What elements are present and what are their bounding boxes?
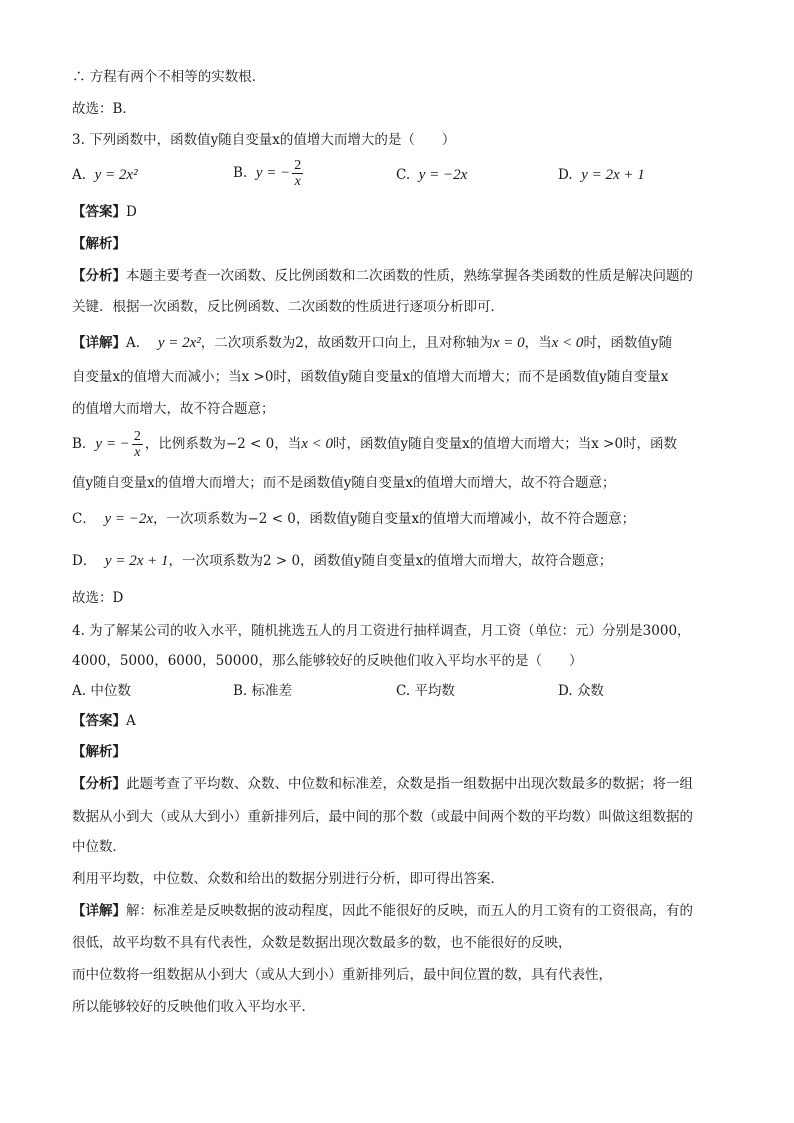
q3-detail-a-line2: 自变量x的值增大而减小；当x >0时，函数值y随自变量x的值增大而增大；而不是函数值y随自变量x	[72, 369, 669, 385]
q3-detail-d	[72, 552, 612, 570]
q3-detail-c	[72, 510, 635, 528]
option-letter: B.	[233, 683, 248, 699]
detail-d-prefix: D．	[72, 553, 97, 569]
q4-answer	[72, 712, 136, 730]
fraction-denominator: x	[294, 174, 301, 189]
option-letter: D.	[558, 167, 573, 183]
detail-c-expr: y = −2x	[104, 511, 153, 527]
detail-a-cond: x < 0	[551, 335, 584, 351]
q3-stem: 3. 下列函数中，函数值y随自变量x的值增大而增大的是（ ）	[72, 132, 456, 148]
q3-option-a	[72, 166, 138, 184]
q4-option-c	[396, 682, 455, 700]
fraction-numerator: 2	[294, 158, 302, 173]
q3-analysis-label	[72, 235, 126, 253]
option-letter: D.	[558, 683, 573, 699]
fenxi-text: 本题主要考查一次函数、反比例函数和二次函数的性质，熟练掌握各类函数的性质是解决问题的	[126, 268, 693, 284]
answer-value: A	[126, 713, 136, 729]
detail-b-expr: y = −	[95, 436, 130, 452]
detail-b-prefix: B．	[72, 436, 96, 452]
detail-c-text: ，一次项系数为−2 < 0，函数值y随自变量x的值增大而增减小，故不符合题意；	[153, 511, 636, 527]
q4-detail-line4: 所以能够较好的反映他们收入平均水平．	[72, 999, 315, 1015]
fraction-numerator: 2	[133, 429, 141, 444]
q4-fenxi-line3: 中位数．	[72, 839, 126, 855]
option-expression: y = 2x²	[94, 167, 138, 183]
option-letter: A.	[72, 683, 87, 699]
option-expression: y = −2x	[418, 167, 468, 183]
q4-option-d	[558, 682, 604, 700]
detail-label: 【详解】	[72, 903, 126, 919]
option-letter: C.	[396, 167, 411, 183]
option-expression: y = −	[255, 165, 291, 181]
q4-fenxi-line2: 数据从小到大（或从大到小）重新排列后，最中间的那个数（或最中间两个数的平均数）叫做这组数据的	[72, 809, 693, 825]
detail-d-expr: y = 2x + 1	[104, 553, 169, 569]
detail-c-prefix: C．	[72, 511, 96, 527]
q4-stem-line2: 4000，5000，6000，50000，那么能够较好的反映他们收入平均水平的是（ ）	[72, 653, 583, 669]
detail-b-text: ，比例系数为−2 < 0，当	[144, 436, 302, 452]
q3-answer	[72, 203, 137, 221]
detail-a-prefix: A．	[126, 335, 150, 351]
q3-fenxi-line2: 关键．根据一次函数，反比例函数、二次函数的性质进行逐项分析即可．	[72, 299, 504, 315]
option-letter: B.	[233, 165, 248, 181]
q4-option-a	[72, 682, 131, 700]
detail-label: 【详解】	[72, 335, 126, 351]
q4-analysis-label	[72, 743, 126, 761]
detail-a-expr: y = 2x²	[157, 335, 201, 351]
q3-option-b	[233, 158, 305, 189]
q4-detail-line3: 而中位数将一组数据从小到大（或从大到小）重新排列后，最中间位置的数，具有代表性，	[72, 967, 612, 983]
option-letter: A.	[72, 167, 87, 183]
q4-fenxi-line1	[72, 775, 693, 793]
option-text: 中位数	[90, 683, 131, 699]
fraction-denominator: x	[134, 445, 141, 460]
answer-label: 【答案】	[72, 713, 126, 729]
answer-label: 【答案】	[72, 204, 126, 220]
option-letter: C.	[396, 683, 411, 699]
detail-a-end: 时，函数值y随	[583, 335, 673, 351]
q3-detail-b-line2: 值y随自变量x的值增大而增大；而不是函数值y随自变量x的值增大而增大，故不符合题意；	[72, 475, 616, 491]
fraction	[132, 429, 143, 460]
q2-choice: 故选：B．	[72, 101, 136, 117]
option-text: 标准差	[251, 683, 293, 699]
q3-option-d	[558, 166, 645, 184]
q4-fenxi-line4: 利用平均数，中位数、众数和给出的数据分别进行分析，即可得出答案．	[72, 871, 504, 887]
fenxi-label: 【分析】	[72, 776, 126, 792]
fenxi-label: 【分析】	[72, 268, 126, 284]
detail-a-text2: ，当	[524, 335, 552, 351]
q4-option-b	[233, 682, 292, 700]
q2-conclusion: ∴ 方程有两个不相等的实数根．	[72, 69, 266, 85]
detail-d-text: ，一次项系数为2 > 0，函数值y随自变量x的值增大而增大，故符合题意；	[168, 553, 613, 569]
option-expression: y = 2x + 1	[581, 167, 645, 183]
detail-b-cond: x < 0	[301, 436, 333, 452]
q3-fenxi-line1	[72, 267, 693, 285]
q4-stem-line1: 4. 为了解某公司的收入水平，随机挑选五人的月工资进行抽样调查，月工资（单位：元）分别是3000，	[72, 623, 691, 639]
detail-a-text: ，二次项系数为2，故函数开口向上，且对称轴为	[200, 335, 493, 351]
fraction	[292, 158, 303, 189]
option-text: 众数	[576, 683, 604, 699]
analysis-label: 【解析】	[72, 236, 126, 252]
option-text: 平均数	[414, 683, 455, 699]
detail-a-axis: x = 0	[492, 335, 525, 351]
fenxi-text: 此题考查了平均数、众数、中位数和标准差，众数是指一组数据中出现次数最多的数据；将一组	[126, 776, 693, 792]
detail-b-end: 时，函数值y随自变量x的值增大而增大；当x >0时，函数	[333, 436, 678, 452]
q4-detail-line2: 很低，故平均数不具有代表性，众数是数据出现次数最多的数，也不能很好的反映，	[72, 935, 572, 951]
q4-detail-line1	[72, 902, 693, 920]
q3-detail-a-line1	[72, 334, 672, 352]
analysis-label: 【解析】	[72, 744, 126, 760]
q3-detail-a-line3: 的值增大而增大，故不符合题意；	[72, 401, 275, 417]
answer-value: D	[126, 204, 137, 220]
detail-text: 解：标准差是反映数据的波动程度，因此不能很好的反映，而五人的月工资有的工资很高，有的	[126, 903, 693, 919]
q3-detail-b-line1	[72, 428, 677, 460]
q3-option-c	[396, 166, 467, 184]
q3-final-choice: 故选：D	[72, 590, 124, 606]
